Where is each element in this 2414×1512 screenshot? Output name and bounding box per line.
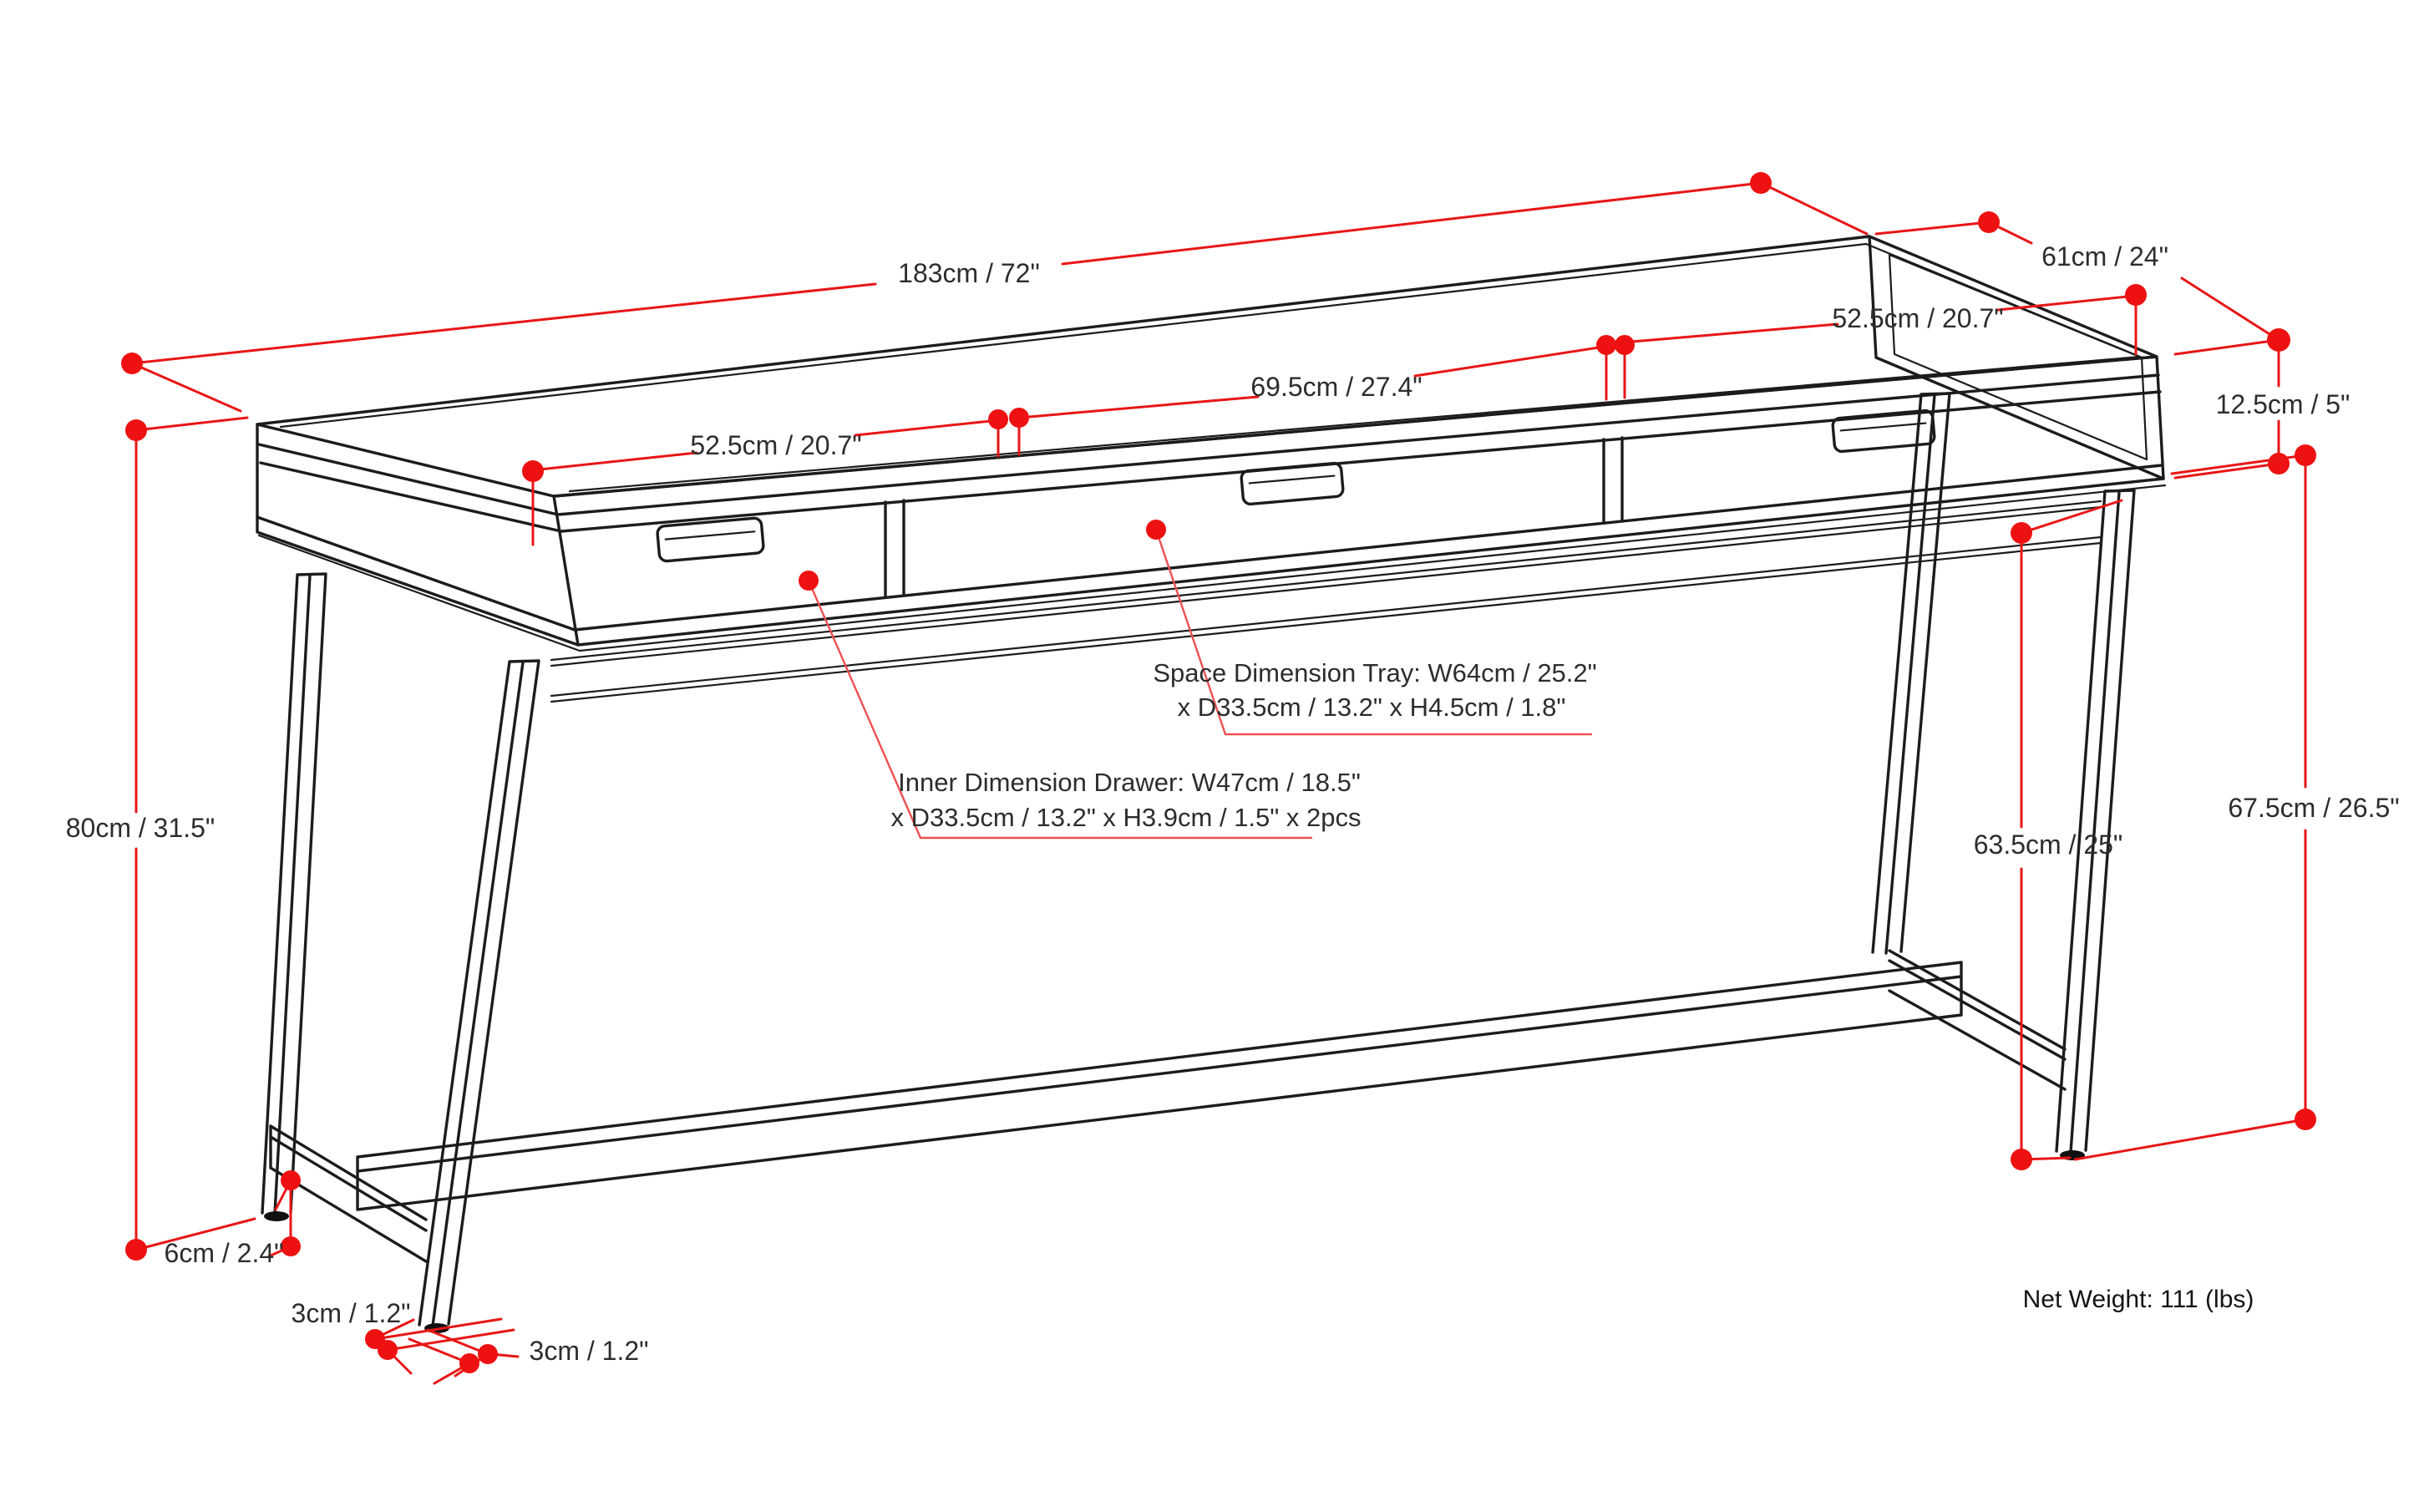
annotation-labels: [890, 658, 1596, 832]
drawer-handle-left: [657, 518, 763, 562]
tray-annotation-line2: x D33.5cm / 13.2" x H4.5cm / 1.8": [1177, 693, 1566, 722]
dim-label-tabletop-thickness: 12.5cm / 5": [2215, 389, 2351, 419]
dim-label-top-width: 183cm / 72": [898, 258, 1040, 288]
drawer-annotation-line1: Inner Dimension Drawer: W47cm / 18.5": [898, 768, 1361, 797]
tray-annotation-line1: Space Dimension Tray: W64cm / 25.2": [1153, 658, 1597, 688]
leg-back-left: [262, 574, 326, 1214]
foot-pad-back-left: [264, 1211, 289, 1221]
drawer-annotation-line2: x D33.5cm / 13.2" x H3.9cm / 1.5" x 2pcs: [890, 803, 1362, 832]
dim-label-overall-height: 80cm / 31.5": [65, 813, 216, 843]
dim-label-top-depth: 61cm / 24": [2041, 241, 2168, 271]
leg-front-right: [2056, 490, 2134, 1152]
dim-label-right-drawer: 52.5cm / 20.7": [1832, 303, 2004, 333]
leg-back-right: [1873, 393, 1950, 953]
dim-label-leg-width-right: 3cm / 1.2": [529, 1336, 649, 1366]
dim-label-leg-width-left: 3cm / 1.2": [291, 1298, 411, 1328]
stretcher-long: [358, 962, 1961, 1210]
dim-label-left-drawer: 52.5cm / 20.7": [690, 430, 862, 460]
dim-label-foot-height: 6cm / 2.4": [164, 1238, 284, 1268]
apron-band-line: [257, 465, 2162, 630]
dim-label-center-drawer: 69.5cm / 27.4": [1250, 372, 1423, 402]
dim-label-leg-clearance: 67.5cm / 26.5": [2228, 793, 2400, 823]
tabletop-top-inset: [281, 244, 2140, 491]
right-end-frame: [1889, 255, 2147, 459]
leg-front-left: [419, 661, 539, 1326]
dim-label-leg-inner-height: 63.5cm / 25": [1973, 830, 2123, 860]
net-weight-label: Net Weight: 111 (lbs): [2022, 1286, 2254, 1313]
tabletop-right-face: [1869, 236, 2163, 479]
drawer-handle-center: [1240, 463, 1343, 505]
